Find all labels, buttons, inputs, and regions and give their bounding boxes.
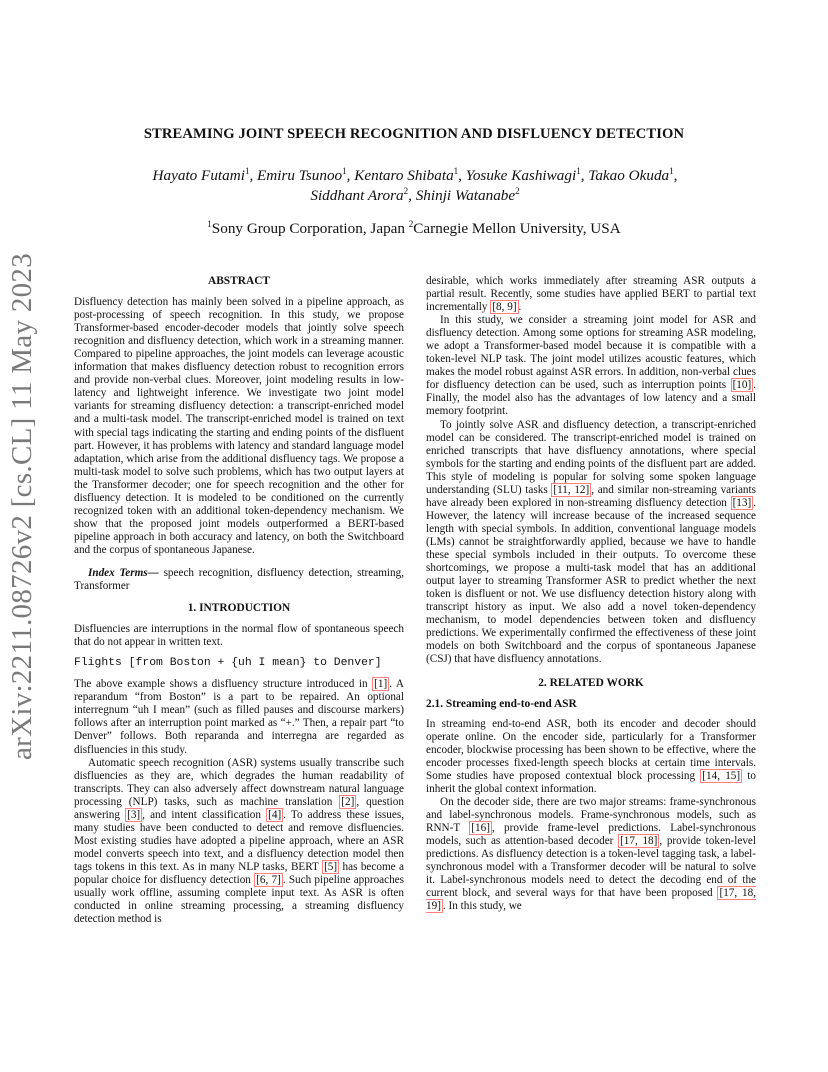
author-affiliation-mark: 1 <box>453 165 459 176</box>
text-run: . However, the latency will increase because of the increased sequence length with special symbols. In addition, conventional language models (LMs) cannot be straightforwardly applied, because we have to handle these special symbols included in their outputs. To overcome these shortcomings, we propose a multi-task model that has an additional output layer to streaming Transformer ASR to predict whether the next token is disfluent or not. We use disfluency detection history along with transcript history as input. We also add a novel token-dependency mechanism, to model dependencies between token and disfluency predictions. We experimentally confirmed the effectiveness of these joint models on both Switchboard and the corpus of spontaneous Japanese (CSJ) that have disfluency annotations. <box>426 496 756 666</box>
disfluency-example: Flights [from Boston + {uh I mean} to Denver] <box>74 657 382 670</box>
author: Hayato Futami <box>152 167 245 184</box>
body-paragraph <box>426 275 756 314</box>
author: Yosuke Kashiwagi <box>465 167 577 184</box>
related-work-heading: 2. RELATED WORK <box>538 677 644 690</box>
text-run: . A reparandum “from Boston” is a part to be repaired. An optional interregnum “uh I mean” (such as filled pauses and discourse markers) follows after an interruption point marked as “+.” Then, a repair part “to Denver” follows. Both reparanda and interregna are regarded as disfluencies in this study. <box>74 678 404 756</box>
text-run: . To address these issues, many studies have been conducted to detect and remove disfluencies. Most existing studies have adopted a pipeline approach, where an ASR model converts speech into text, and a disfluency detection model then tags tokens in this text. As in many NLP tasks, BERT <box>74 808 404 873</box>
intro-paragraph <box>74 678 404 756</box>
author-affiliation-mark: 2 <box>403 185 409 196</box>
text-run: , provide token-level predictions. As disfluency detection is a token-level tagging task, a label-synchronous model with a Transformer decoder will be natural to solve it. Label-synchronous models need to detect the decoding end of the current block, and several ways for that have been proposed <box>426 834 757 900</box>
author-list <box>80 166 750 206</box>
text-run: desirable, which works immediately after streaming ASR outputs a partial result. Recently, some studies have applied BERT to partial text incrementally <box>426 275 756 314</box>
citation-link[interactable]: [3] <box>127 808 141 821</box>
separator: , <box>673 167 678 184</box>
citation-link[interactable]: [14, 15] <box>702 769 741 782</box>
author: Takao Okuda <box>588 167 670 184</box>
body-paragraph <box>426 796 756 913</box>
citation-link[interactable]: [17, 18] <box>620 834 658 847</box>
abstract-heading: ABSTRACT <box>207 275 271 287</box>
arxiv-identifier[interactable]: arXiv:2211.08726v2 [cs.CL] 11 May 2023 <box>6 252 38 760</box>
index-terms <box>74 567 404 593</box>
subsection-heading: 2.1. Streaming end-to-end ASR <box>426 698 577 711</box>
citation-link[interactable]: [10] <box>732 379 752 392</box>
affiliation-mark: 1 <box>207 218 212 229</box>
text-run: To jointly solve ASR and disfluency detection, a transcript-enriched model can be considered. The transcript-enriched model is trained on enriched transcripts that have disfluency annotations, where special symbols for the starting and ending points of the disfluent part are added. This style of modeling is popular for solving some spoken language understanding (SLU) tasks <box>426 418 756 496</box>
text-run: has become a popular choice for disfluency detection <box>74 860 404 886</box>
citation-link[interactable]: [16] <box>471 821 490 834</box>
author-affiliation-mark: 1 <box>669 165 674 176</box>
text-run: In this study, we consider a streaming joint model for ASR and disfluency detection. Among some options for streaming ASR modeling, we adopt a Transformer-based model because it is compatible with a token-level NLP task. The joint model utilizes acoustic features, which makes the model robust against ASR errors. In addition, non-verbal clues for disfluency detection can be used, such as interruption points <box>426 314 756 392</box>
citation-link[interactable]: [8, 9] <box>492 301 517 314</box>
citation-link[interactable]: [1] <box>374 678 388 691</box>
body-paragraph <box>426 314 756 418</box>
citation-link[interactable]: [13] <box>732 496 752 509</box>
affiliations <box>0 220 828 238</box>
introduction-heading: 1. INTRODUCTION <box>187 602 291 615</box>
affiliation-mark: 2 <box>408 218 414 229</box>
author-affiliation-mark: 1 <box>576 165 581 176</box>
author-affiliation-mark: 1 <box>244 165 250 176</box>
affiliation-sony: Sony Group Corporation, Japan <box>211 220 409 237</box>
author-affiliation-mark: 2 <box>515 185 520 196</box>
text-run: Automatic speech recognition (ASR) systems usually transcribe such disfluencies as they are, which degrades the human readability of transcripts. They can also adversely affect downstream natural language processing (NLP) tasks, such as machine translation <box>74 756 404 808</box>
intro-paragraph <box>74 757 404 927</box>
author: Siddhant Arora <box>310 187 404 204</box>
separator: , <box>346 167 355 184</box>
left-column <box>74 275 404 926</box>
citation-link[interactable]: [17, 18, 19] <box>426 887 756 913</box>
text-run: The above example shows a disfluency structure introduced in <box>74 678 373 691</box>
paper-title: STREAMING JOINT SPEECH RECOGNITION AND DISFLUENCY DETECTION <box>143 126 685 142</box>
author-affiliation-mark: 1 <box>342 165 347 176</box>
text-run: , question answering <box>74 795 404 821</box>
separator: , <box>408 187 416 204</box>
separator: , <box>580 167 589 184</box>
text-run: to inherit the global context information. <box>426 769 756 795</box>
citation-link[interactable]: [5] <box>324 860 338 873</box>
text-run: . Finally, the model also has the advantages of low latency and a small memory footprint. <box>426 379 756 418</box>
text-run: . In this study, we <box>442 900 522 913</box>
right-column <box>426 275 756 913</box>
abstract-text: Disfluency detection has mainly been solved in a pipeline approach, as post-processing of speech recognition. In this study, we propose Transformer-based encoder-decoder models that jointly solve speech recognition and disfluency detection, which work in a streaming manner. Compared to pipeline approaches, the joint models can leverage acoustic information that makes disfluency detection robust to recognition errors and provide non-verbal clues. Moreover, joint modeling results in low-latency and lightweight inference. We investigate two joint model variants for streaming disfluency detection: a transcript-enriched model and a multi-task model. The transcript-enriched model is trained on text with special tags indicating the starting and ending points of the disfluent part. However, it has problems with latency and standard language model adaptation, which arise from the additional disfluency tags. We propose a multi-task model to solve such problems, which has two output layers at the Transformer decoder; one for speech recognition and the other for disfluency detection. It is modeled to be conditioned on the currently recognized token with an additional token-dependency mechanism. We show that the proposed joint models outperformed a BERT-based pipeline approach in both accuracy and latency, on both the Switchboard and the corpus of spontaneous Japanese. <box>74 296 404 556</box>
text-run: In streaming end-to-end ASR, both its encoder and decoder should operate online. On the encoder side, particularly for a Transformer encoder, blockwise processing has been shown to be effective, where the encoder processes fixed-length speech blocks at certain time intervals. Some studies have proposed contextual block processing <box>426 717 756 782</box>
separator: , <box>249 167 258 184</box>
index-terms-list: speech recognition, disfluency detection, streaming, Transformer <box>74 566 405 593</box>
author: Emiru Tsunoo <box>257 167 343 184</box>
index-terms-label: Index Terms— <box>88 566 159 579</box>
affiliation-cmu: Carnegie Mellon University, USA <box>413 220 621 237</box>
separator: , <box>458 167 466 184</box>
author: Kentaro Shibata <box>354 167 454 184</box>
intro-paragraph: Disfluencies are interruptions in the normal flow of spontaneous speech that do not appear in written text. <box>74 623 404 649</box>
text-run: On the decoder side, there are two major streams: frame-synchronous and label-synchronous models. Frame-synchronous models, such as RNN-T <box>426 795 756 834</box>
text-run: . Such pipeline approaches usually work offline, assuming complete input text. As ASR is often conducted in online streaming processing, a streaming disfluency detection method is <box>74 873 405 926</box>
citation-link[interactable]: [11, 12] <box>553 483 590 496</box>
text-run: , and similar non-streaming variants have already been explored in non-streaming disfluency detection <box>426 483 756 509</box>
text-run: . <box>518 301 522 314</box>
text-run: , provide frame-level predictions. Label-synchronous models, such as attention-based decoder <box>426 821 756 847</box>
citation-link[interactable]: [6, 7] <box>256 873 281 886</box>
text-run: , and intent classification <box>142 808 267 821</box>
citation-link[interactable]: [2] <box>341 795 355 808</box>
body-paragraph <box>426 419 756 667</box>
body-paragraph <box>426 718 756 796</box>
citation-link[interactable]: [4] <box>268 808 282 821</box>
author: Shinji Watanabe <box>415 187 516 204</box>
